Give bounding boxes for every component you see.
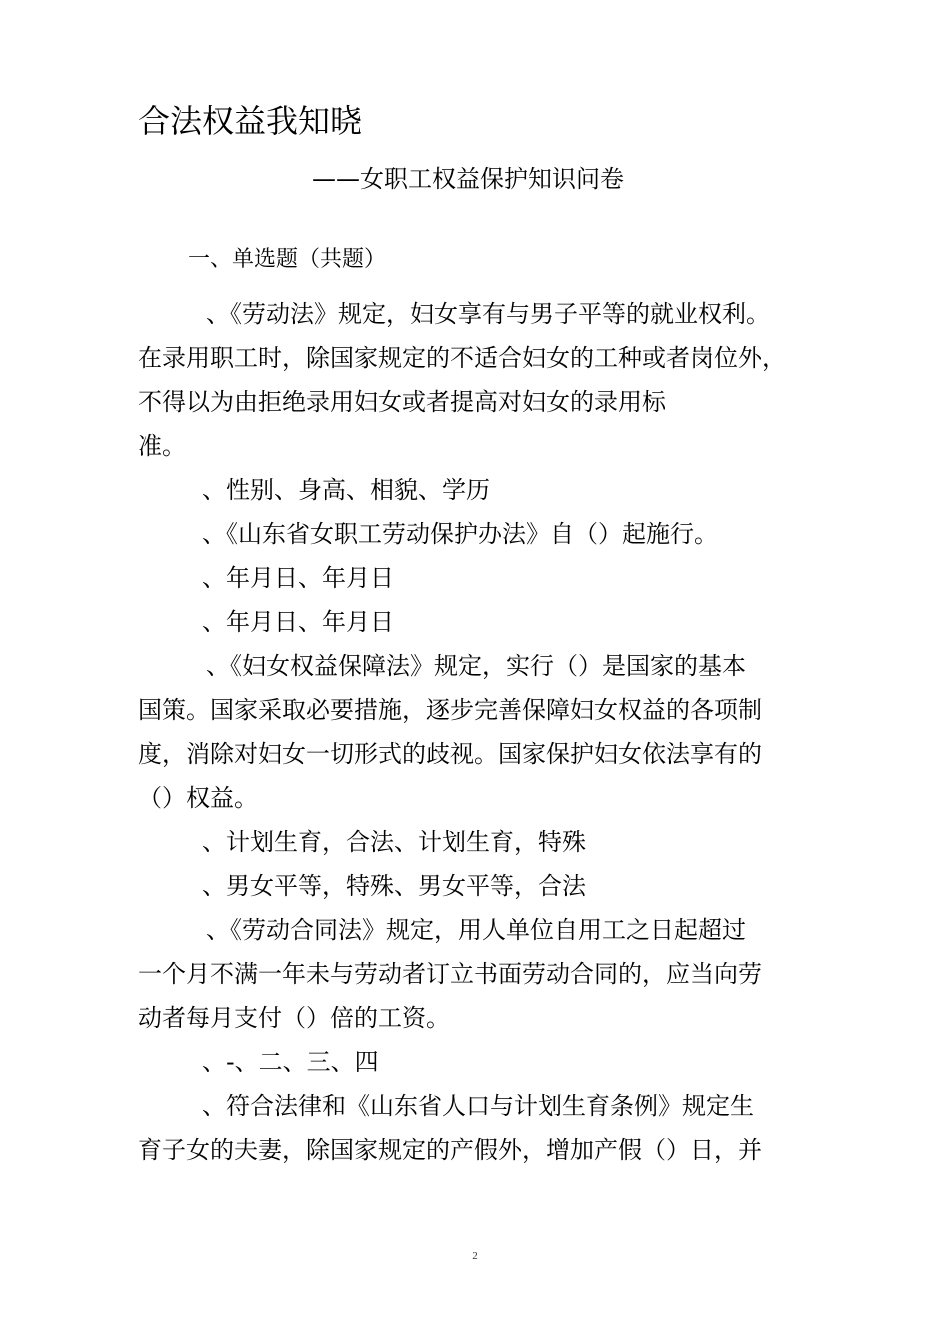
- question-2-options-b: 、年月日、年月日: [202, 608, 394, 636]
- document-title: 合法权益我知晓: [138, 102, 363, 140]
- question-3-options-b: 、男女平等，特殊、男女平等，合法: [202, 872, 586, 900]
- question-2-text: 、《山东省女职工劳动保护办法》自（）起施行。: [202, 520, 718, 548]
- section-heading: 一、单选题（共题）: [188, 247, 387, 272]
- question-5-line-2: 育子女的夫妻，除国家规定的产假外，增加产假（）日，并: [138, 1136, 762, 1164]
- question-2-options-a: 、年月日、年月日: [202, 564, 394, 592]
- page-number: 2: [472, 1250, 478, 1262]
- question-4-line-2: 一个月不满一年未与劳动者订立书面劳动合同的，应当向劳: [138, 960, 762, 988]
- document-body: [138, 292, 828, 1172]
- question-3-line-3: 度，消除对妇女一切形式的歧视。国家保护妇女依法享有的: [138, 740, 762, 768]
- document-subtitle: ——女职工权益保护知识问卷: [312, 165, 624, 193]
- question-5-line-1: 、符合法律和《山东省人口与计划生育条例》规定生: [202, 1092, 754, 1120]
- question-4-options: 、-、二、三、四: [202, 1048, 379, 1076]
- question-3-options-a: 、计划生育，合法、计划生育，特殊: [202, 828, 586, 856]
- question-3-line-2: 国策。国家采取必要措施，逐步完善保障妇女权益的各项制: [138, 696, 762, 724]
- question-1-line-2: 在录用职工时，除国家规定的不适合妇女的工种或者岗位外，: [138, 344, 786, 372]
- question-1-line-1: 、《劳动法》规定，妇女享有与男子平等的就业权利。: [206, 300, 770, 328]
- question-3-line-1: 、《妇女权益保障法》规定，实行（）是国家的基本: [206, 652, 746, 680]
- question-3-line-4: （）权益。: [138, 784, 258, 812]
- question-4-line-3: 动者每月支付（）倍的工资。: [138, 1004, 450, 1032]
- question-1-options: 、性别、身高、相貌、学历: [202, 476, 490, 504]
- question-4-line-1: 、《劳动合同法》规定，用人单位自用工之日起超过: [206, 916, 746, 944]
- question-1-line-3: 不得以为由拒绝录用妇女或者提高对妇女的录用标: [138, 388, 666, 416]
- question-1-line-4: 准。: [138, 432, 186, 460]
